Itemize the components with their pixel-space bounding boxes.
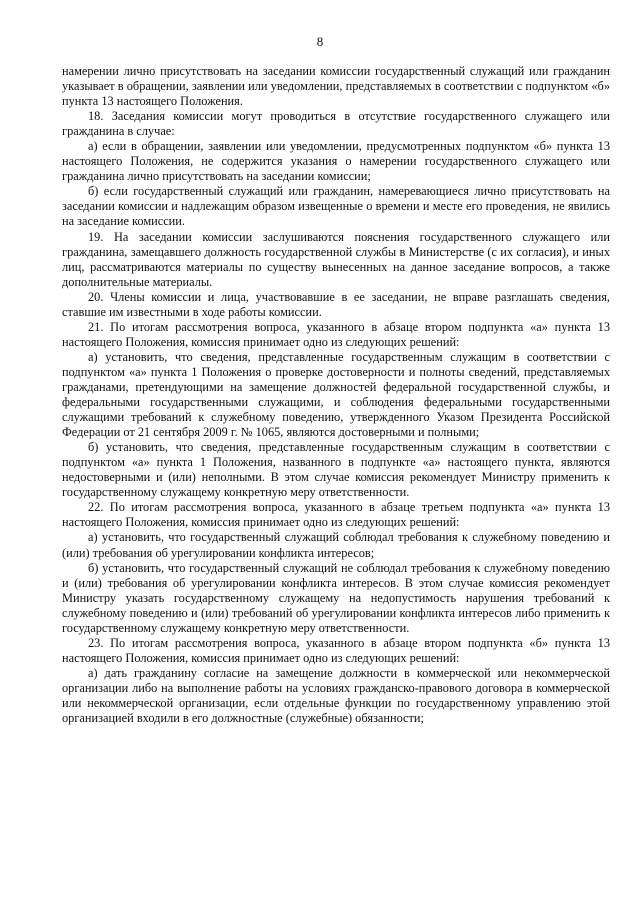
paragraph: 19. На заседании комиссии заслушиваются пояснения государственного служащего или гражданина, замещавшего должность государственной службы в Министерстве (с их согласия), и иных лиц, рассматриваются материалы по существу вынесенных на данное заседание вопросов, а также дополнительные материалы. <box>62 229 610 289</box>
paragraph: намерении лично присутствовать на заседании комиссии государственный служащий или гражданин указывает в обращении, заявлении или уведомлении, представляемых в соответствии с подпунктом «б» пункта 13 настоящего Положения. <box>62 64 610 109</box>
paragraph: б) если государственный служащий или гражданин, намеревающиеся лично присутствовать на заседании комиссии и надлежащим образом извещенные о времени и месте его проведения, не явились на заседание комиссии. <box>62 184 610 229</box>
paragraph: 23. По итогам рассмотрения вопроса, указанного в абзаце втором подпункта «б» пункта 13 настоящего Положения, комиссия принимает одно из следующих решений: <box>62 635 610 665</box>
paragraph: а) если в обращении, заявлении или уведомлении, предусмотренных подпунктом «б» пункта 13 настоящего Положения, не содержится указания о намерении государственного служащего или гражданина лично присутствовать на заседании комиссии; <box>62 139 610 184</box>
paragraph: б) установить, что государственный служащий не соблюдал требования к служебному поведению и (или) требования об урегулировании конфликта интересов. В этом случае комиссия рекомендует Министру указать государственному служащему на недопустимость нарушения требований к служебному поведению и (или) требований об урегулировании конфликта интересов либо применить к государственному служащему конкретную меру ответственности. <box>62 560 610 635</box>
document-body <box>62 64 610 726</box>
paragraph: б) установить, что сведения, представленные государственным служащим в соответствии с подпунктом «а» пункта 1 Положения, названного в подпункте «а» настоящего пункта, являются недостоверными и (или) неполными. В этом случае комиссия рекомендует Министру применить к государственному служащему конкретную меру ответственности. <box>62 440 610 500</box>
paragraph: а) дать гражданину согласие на замещение должности в коммерческой или некоммерческой организации либо на выполнение работы на условиях гражданско-правового договора в коммерческой или некоммерческой организации, если отдельные функции по государственному управлению этой организацией входили в его должностные (служебные) обязанности; <box>62 665 610 726</box>
paragraph: 20. Члены комиссии и лица, участвовавшие в ее заседании, не вправе разглашать сведения, ставшие им известными в ходе работы комиссии. <box>62 289 610 319</box>
paragraph: 22. По итогам рассмотрения вопроса, указанного в абзаце третьем подпункта «а» пункта 13 настоящего Положения, комиссия принимает одно из следующих решений: <box>62 500 610 530</box>
paragraph: а) установить, что сведения, представленные государственным служащим в соответствии с подпунктом «а» пункта 1 Положения о проверке достоверности и полноты сведений, представляемых гражданами, претендующими на замещение должностей федеральной государственной службы, и федеральными государственными служащими, и соблюдения федеральными государственными служащими требований к служебному поведению, утвержденного Указом Президента Российской Федерации от 21 сентября 2009 г. № 1065, являются достоверными и полными; <box>62 349 610 440</box>
paragraph: 18. Заседания комиссии могут проводиться в отсутствие государственного служащего или гражданина в случае: <box>62 109 610 139</box>
paragraph: 21. По итогам рассмотрения вопроса, указанного в абзаце втором подпункта «а» пункта 13 настоящего Положения, комиссия принимает одно из следующих решений: <box>62 319 610 349</box>
page-number: 8 <box>316 34 324 49</box>
paragraph: а) установить, что государственный служащий соблюдал требования к служебному поведению и (или) требования об урегулировании конфликта интересов; <box>62 530 610 560</box>
